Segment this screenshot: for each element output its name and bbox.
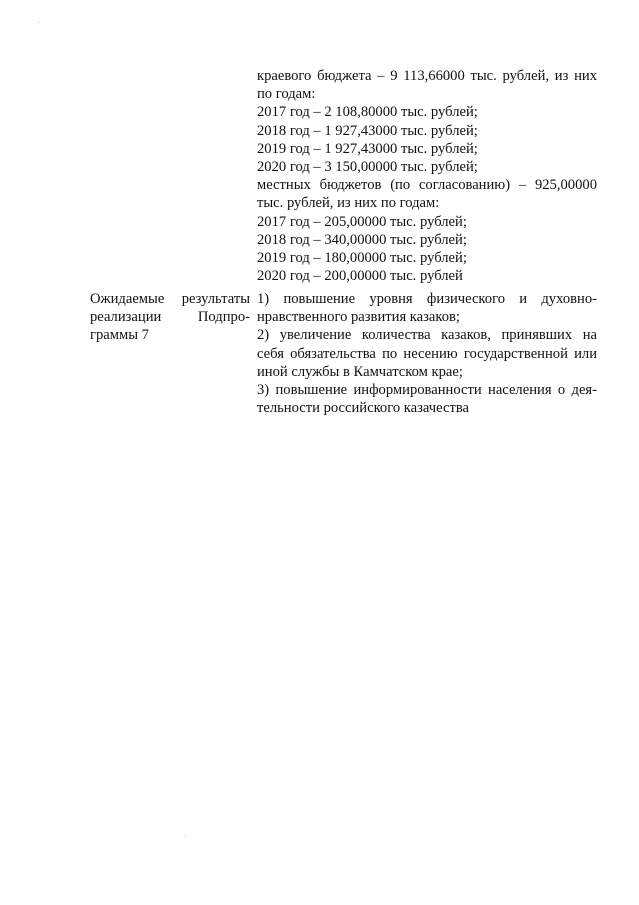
funding-line: 2017 год – 205,00000 тыс. рублей; <box>257 213 467 230</box>
scan-speck <box>185 835 186 836</box>
result-line: 1) повышение уровня физического и духовно- <box>257 291 597 307</box>
result-line: себя обязательства по несению государственной или <box>257 345 597 362</box>
funding-line: 2020 год – 3 150,00000 тыс. рублей; <box>257 159 478 176</box>
funding-line: 2019 год – 180,00000 тыс. рублей; <box>257 250 467 267</box>
expected-results-label <box>90 290 250 345</box>
funding-line: по годам: <box>257 86 316 103</box>
result-line: 3) повышение информированности населения о дея- <box>257 382 597 399</box>
funding-line: 2017 год – 2 108,80000 тыс. рублей; <box>257 104 478 121</box>
funding-line: 2020 год – 200,00000 тыс. рублей <box>257 268 463 285</box>
funding-line: 2019 год – 1 927,43000 тыс. рублей; <box>257 140 478 157</box>
result-line: нравственного развития казаков; <box>257 309 460 326</box>
funding-line: краевого бюджета – 9 113,66000 тыс. рублей, из них <box>257 68 597 84</box>
result-line: 2) увеличение количества казаков, принявших на <box>257 327 597 344</box>
funding-line: тыс. рублей, из них по годам: <box>257 195 440 212</box>
label-line: реализации Подпро- <box>90 309 250 326</box>
funding-line: 2018 год – 1 927,43000 тыс. рублей; <box>257 122 478 139</box>
result-line: иной службы в Камчатском крае; <box>257 363 463 380</box>
scan-speck <box>38 22 39 23</box>
expected-results-text <box>257 290 597 417</box>
result-line: тельности российского казачества <box>257 400 470 417</box>
funding-line: 2018 год – 340,00000 тыс. рублей; <box>257 231 467 248</box>
label-line: граммы 7 <box>90 327 149 344</box>
funding-line: местных бюджетов (по согласованию) – 925,00000 <box>257 177 597 194</box>
label-line: Ожидаемые результаты <box>90 291 250 307</box>
funding-sources-text <box>257 67 597 285</box>
